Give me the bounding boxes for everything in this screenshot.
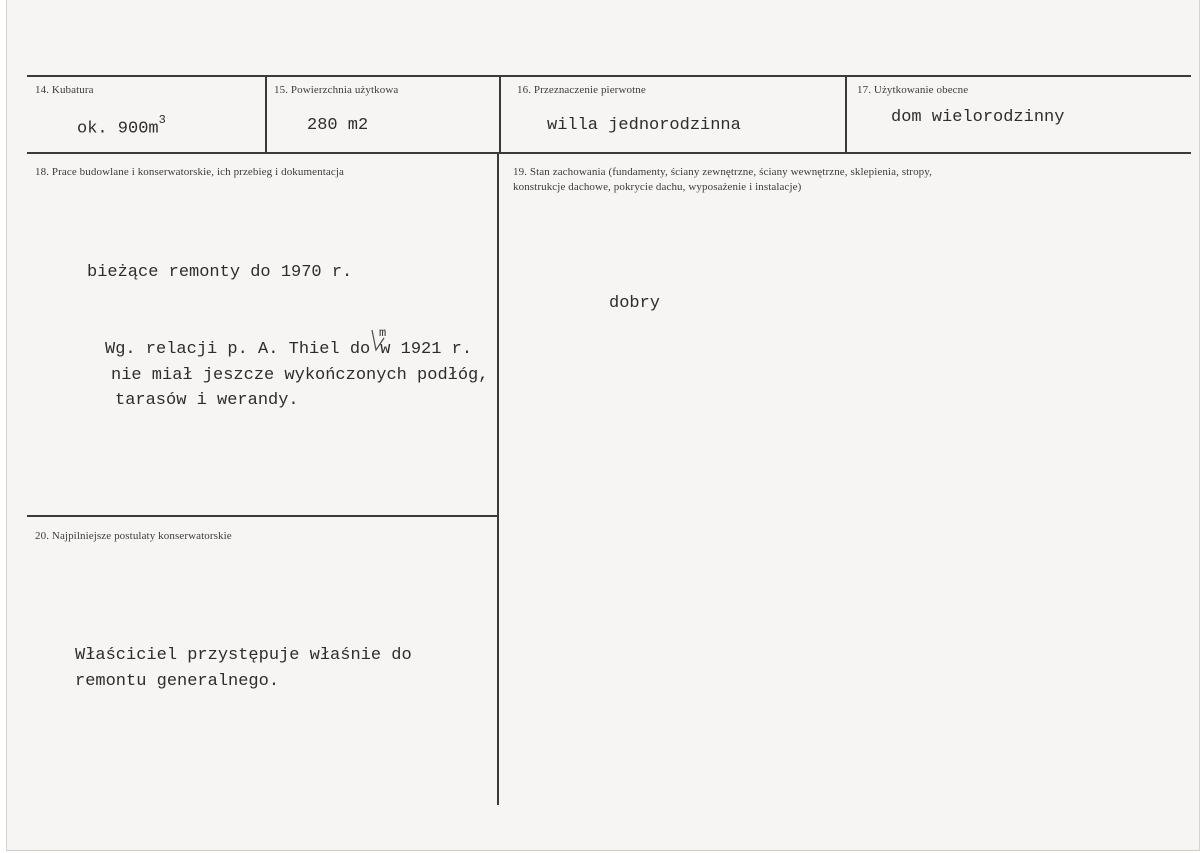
field-14-value-text: ok. 900m [77,119,159,139]
top-row-top-border [27,75,1191,77]
field-15-label: 15. Powierzchnia użytkowa [274,84,399,96]
field-20-line-2: remontu generalnego. [75,672,280,691]
field-20-label: 20. Najpilniejsze postulaty konserwatorskie [35,530,232,542]
field-17-value: dom wielorodzinny [891,108,1065,127]
top-row-bottom-border [27,152,1191,154]
divider-15-16 [499,76,501,153]
field-19-value: dobry [609,294,661,313]
field-19-label-line-2: konstrukcje dachowe, pokrycie dachu, wyposażenie i instalacje) [513,181,802,193]
field-18-line-2-end: w 1921 r. [380,340,473,359]
field-14-label: 14. Kubatura [35,84,94,96]
divider-14-15 [265,76,267,153]
field-18-line-3: nie miał jeszcze wykończonych podłóg, [111,366,489,385]
field-16-label: 16. Przeznaczenie pierwotne [517,84,646,96]
record-card [6,0,1200,851]
field-18-label: 18. Prace budowlane i konserwatorskie, ich przebieg i dokumentacja [35,166,344,178]
insertion-caret-mark [369,328,389,356]
field-14-value [77,113,166,139]
field-19-label-line-1: 19. Stan zachowania (fundamenty, ściany zewnętrzne, ściany wewnętrzne, sklepienia, stropy, [513,166,933,178]
field-18-inserted-letter: m [379,326,387,340]
section-18-bottom-border [27,515,498,517]
divider-16-17 [845,76,847,153]
field-15-value: 280 m2 [307,116,369,135]
field-18-line-2 [105,340,472,359]
field-18-line-4: tarasów i werandy. [115,391,299,410]
field-17-label: 17. Użytkowanie obecne [857,84,969,96]
field-18-line-2-start: Wg. relacji p. A. Thiel do [105,340,371,359]
field-20-line-1: Właściciel przystępuje właśnie do [75,646,412,665]
field-14-value-exponent: 3 [158,113,166,127]
field-18-line-1: bieżące remonty do 1970 r. [87,263,353,282]
field-16-value: willa jednorodzinna [547,116,741,135]
divider-main-column [497,153,499,805]
